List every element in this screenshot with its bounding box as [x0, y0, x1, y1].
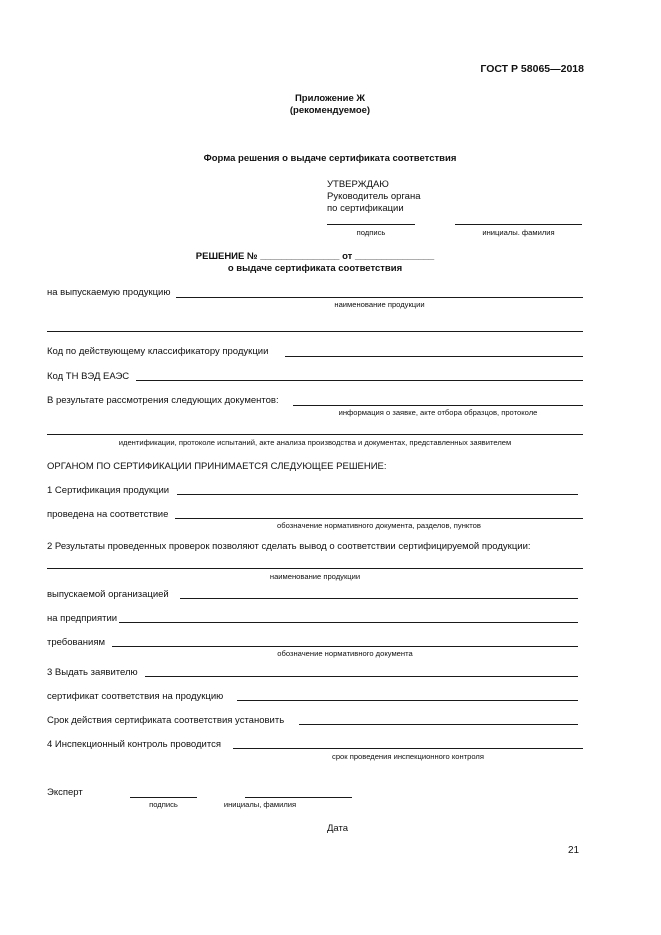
documents-caption-2: идентификации, протоколе испытаний, акте анализа производства и документах, представленных заявителем: [118, 438, 512, 447]
validity-input-line[interactable]: [299, 724, 578, 725]
documents-input-line-2[interactable]: [47, 434, 583, 435]
requirements-caption: обозначение нормативного документа: [277, 649, 413, 658]
certificate-label: сертификат соответствия на продукцию: [47, 691, 224, 702]
approval-name-caption: инициалы. фамилия: [482, 228, 555, 237]
expert-label: Эксперт: [47, 787, 83, 798]
requirements-label: требованиям: [47, 637, 105, 648]
expert-name-caption: инициалы, фамилия: [223, 800, 297, 809]
plant-label: на предприятии: [47, 613, 118, 624]
item1-certification-input-line[interactable]: [177, 494, 578, 495]
approval-name-line[interactable]: [455, 224, 582, 225]
tnved-code-input-line[interactable]: [136, 380, 583, 381]
approval-signature-line[interactable]: [327, 224, 415, 225]
item1-conformity-input-line[interactable]: [175, 518, 583, 519]
item2-caption: наименование продукции: [269, 572, 361, 581]
expert-signature-caption: подпись: [149, 800, 178, 809]
plant-input-line[interactable]: [119, 622, 578, 623]
expert-name-line[interactable]: [245, 797, 352, 798]
product-label: на выпускаемую продукцию: [47, 287, 171, 298]
approval-line-1: Руководитель органа: [327, 191, 421, 202]
item1-caption: обозначение нормативного документа, разделов, пунктов: [277, 521, 481, 530]
appendix-title: Приложение Ж: [294, 93, 366, 104]
decision-title: РЕШЕНИЕ № _______________ от _______________: [195, 251, 435, 262]
approval-signature-caption: подпись: [356, 228, 386, 237]
approval-line-2: по сертификации: [327, 203, 404, 214]
tnved-code-label: Код ТН ВЭД ЕАЭС: [47, 371, 130, 382]
decision-subtitle: о выдаче сертификата соответствия: [227, 263, 403, 274]
page-number: 21: [568, 845, 580, 856]
item4-input-line[interactable]: [233, 748, 583, 749]
classifier-code-input-line[interactable]: [285, 356, 583, 357]
organization-label: выпускаемой организацией: [47, 589, 169, 600]
certificate-input-line[interactable]: [237, 700, 578, 701]
documents-caption-1: информация о заявке, акте отбора образцов, протоколе: [338, 408, 538, 417]
date-label: Дата: [327, 823, 349, 834]
approval-word: УТВЕРЖДАЮ: [327, 179, 389, 190]
organization-input-line[interactable]: [180, 598, 578, 599]
item1-conformity-label: проведена на соответствие: [47, 509, 169, 520]
classifier-code-label: Код по действующему классификатору продукции: [47, 346, 269, 357]
appendix-subtitle: (рекомендуемое): [289, 105, 371, 116]
requirements-input-line[interactable]: [112, 646, 578, 647]
documents-label: В результате рассмотрения следующих документов:: [47, 395, 279, 406]
form-title: Форма решения о выдаче сертификата соответствия: [203, 153, 457, 164]
expert-signature-line[interactable]: [130, 797, 197, 798]
documents-input-line[interactable]: [293, 405, 583, 406]
product-input-line-2[interactable]: [47, 331, 583, 332]
validity-label: Срок действия сертификата соответствия установить: [47, 715, 285, 726]
item4-label: 4 Инспекционный контроль проводится: [47, 739, 221, 750]
item4-caption: срок проведения инспекционного контроля: [332, 752, 484, 761]
organ-decision-heading: ОРГАНОМ ПО СЕРТИФИКАЦИИ ПРИНИМАЕТСЯ СЛЕДУЮЩЕЕ РЕШЕНИЕ:: [47, 461, 387, 472]
product-caption: наименование продукции: [334, 300, 425, 309]
item2-label: 2 Результаты проведенных проверок позволяют сделать вывод о соответствии сертифицируемой продукции:: [47, 541, 531, 552]
document-standard-code: ГОСТ Р 58065—2018: [480, 63, 584, 75]
product-input-line[interactable]: [176, 297, 583, 298]
item2-product-input-line[interactable]: [47, 568, 583, 569]
item3-applicant-input-line[interactable]: [145, 676, 578, 677]
item1-certification-label: 1 Сертификация продукции: [47, 485, 170, 496]
item3-label: 3 Выдать заявителю: [47, 667, 138, 678]
